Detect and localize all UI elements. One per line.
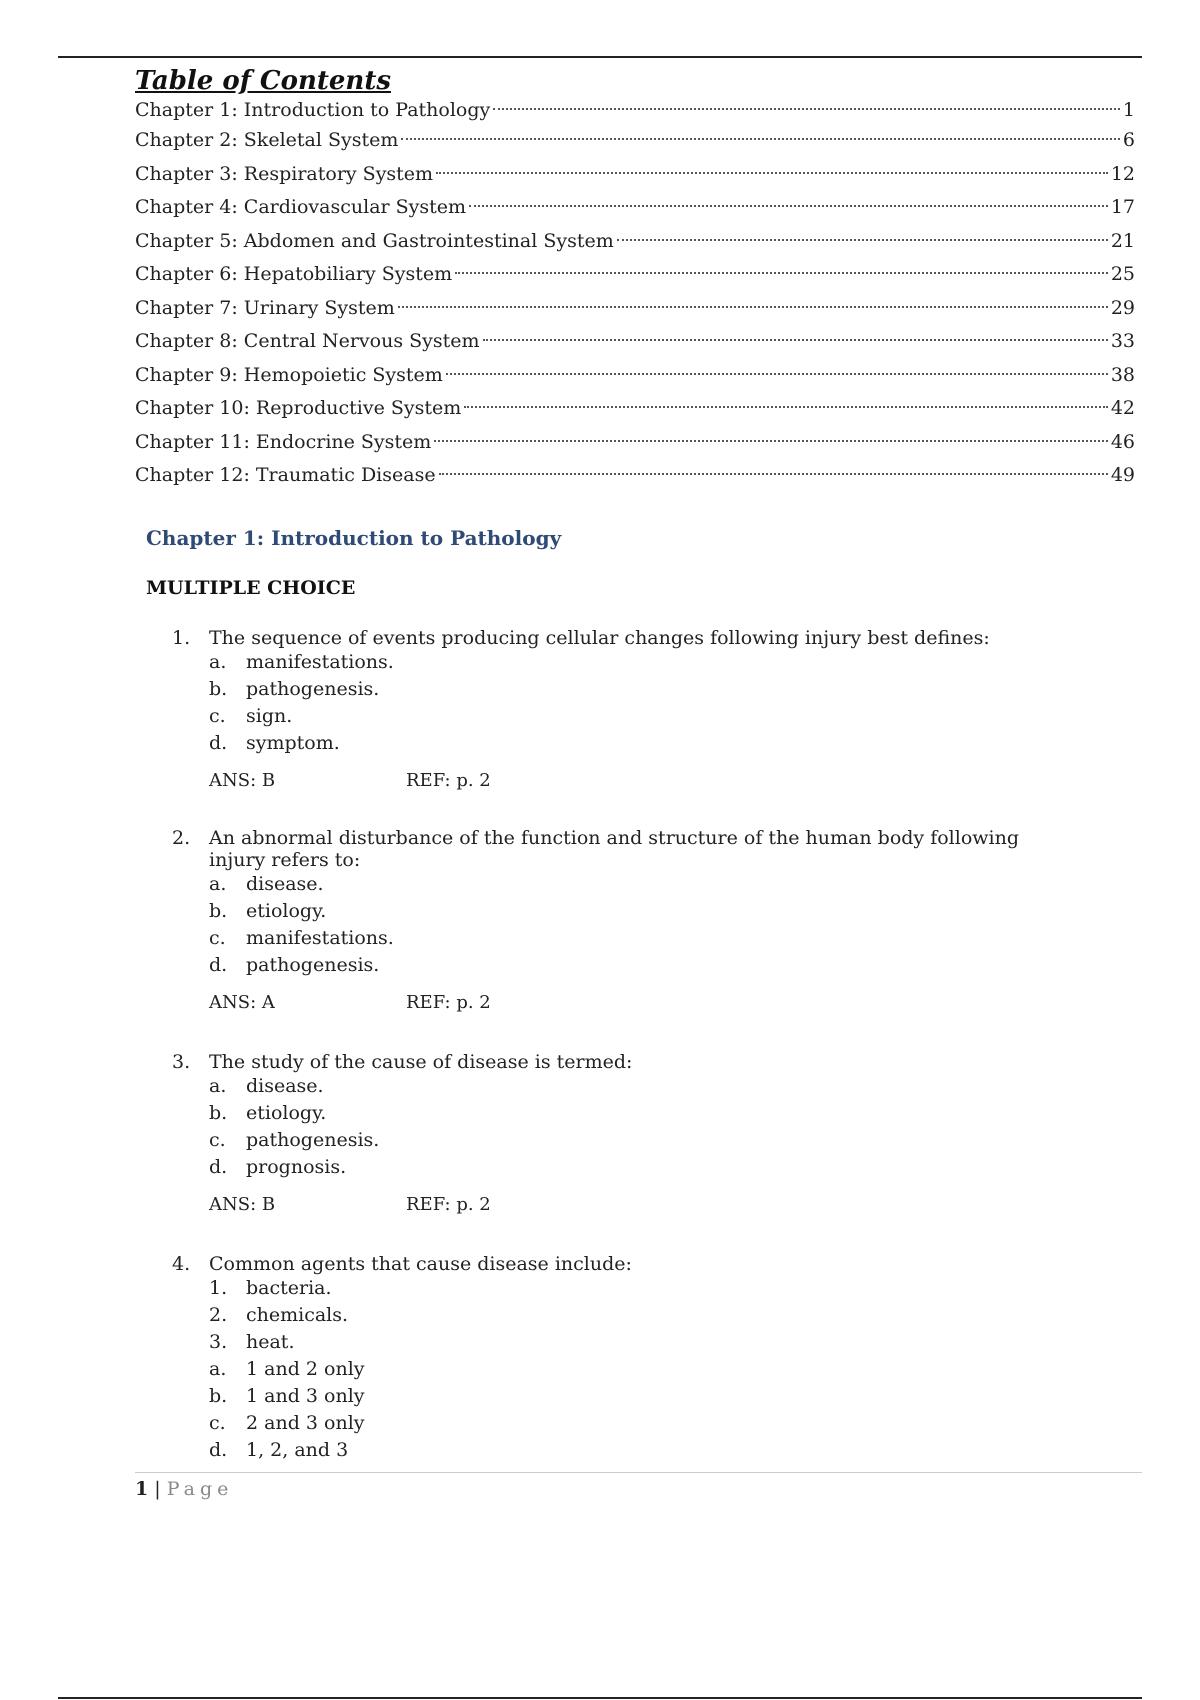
answer-option: [172, 649, 1072, 676]
footer-rule: [135, 1472, 1142, 1473]
option-text: pathogenesis.: [246, 954, 380, 976]
toc-leader: [398, 306, 1108, 308]
page-footer: [135, 1478, 233, 1500]
answer-option: [172, 925, 1072, 952]
question-number: 2.: [172, 827, 191, 849]
option-letter: 3.: [209, 1331, 228, 1353]
option-letter: a.: [209, 873, 227, 895]
toc-entry[interactable]: [135, 426, 1135, 460]
option-letter: d.: [209, 1156, 228, 1178]
answer-reference: REF: p. 2: [406, 770, 491, 791]
toc-entry-label: Chapter 2: Skeletal System: [135, 129, 399, 151]
option-letter: a.: [209, 1358, 227, 1380]
toc-entry[interactable]: [135, 258, 1135, 292]
option-letter: a.: [209, 651, 227, 673]
question: [172, 1253, 1072, 1464]
toc-list: [135, 96, 1135, 493]
answer-option: [172, 898, 1072, 925]
option-text: 1 and 3 only: [246, 1385, 365, 1407]
toc-entry-label: Chapter 3: Respiratory System: [135, 162, 434, 185]
option-text: 2 and 3 only: [246, 1412, 365, 1434]
question-stem: [172, 827, 1072, 871]
toc-title: Table of Contents: [135, 66, 391, 96]
toc-entry-label: Chapter 6: Hepatobiliary System: [135, 263, 453, 285]
option-letter: b.: [209, 1102, 228, 1124]
toc-entry-page: 1: [1122, 99, 1135, 121]
option-text: manifestations.: [246, 927, 394, 949]
toc-entry-label: Chapter 4: Cardiovascular System: [135, 196, 467, 218]
toc-entry-label: Chapter 1: Introduction to Pathology: [135, 99, 491, 121]
answer-option: [172, 730, 1072, 757]
option-letter: c.: [209, 1129, 226, 1151]
toc-entry-label: Chapter 12: Traumatic Disease: [135, 464, 436, 486]
answer-line: [172, 991, 1072, 1015]
answer-option: [172, 676, 1072, 703]
option-text: 1, 2, and 3: [246, 1439, 349, 1461]
option-letter: c.: [209, 927, 226, 949]
toc-entry-label: Chapter 5: Abdomen and Gastrointestinal System: [135, 229, 614, 252]
option-text: chemicals.: [246, 1304, 349, 1326]
option-text: pathogenesis.: [246, 678, 380, 700]
footer-separator: |: [154, 1478, 161, 1500]
chapter-heading: Chapter 1: Introduction to Pathology: [146, 526, 562, 550]
answer-option: [172, 1275, 1072, 1302]
toc-entry-page: 42: [1110, 397, 1135, 419]
toc-entry-label: Chapter 10: Reproductive System: [135, 397, 462, 419]
toc-entry-label: Chapter 11: Endocrine System: [135, 430, 432, 453]
option-letter: b.: [209, 678, 228, 700]
option-text: heat.: [246, 1331, 295, 1353]
option-text: etiology.: [246, 1102, 327, 1124]
question-text: Common agents that cause disease include:: [209, 1253, 632, 1275]
toc-entry[interactable]: [135, 96, 1135, 124]
question-number: 4.: [172, 1253, 191, 1275]
option-letter: d.: [209, 1439, 228, 1461]
option-text: disease.: [246, 1075, 324, 1097]
option-letter: 1.: [209, 1277, 228, 1299]
question-number: 3.: [172, 1051, 191, 1073]
toc-entry-label: Chapter 7: Urinary System: [135, 296, 395, 319]
answer-option: [172, 1127, 1072, 1154]
toc-entry[interactable]: [135, 124, 1135, 158]
toc-entry[interactable]: [135, 325, 1135, 359]
bottom-rule: [58, 1697, 1142, 1699]
answer-reference: REF: p. 2: [406, 1194, 491, 1215]
toc-entry[interactable]: [135, 292, 1135, 326]
option-letter: a.: [209, 1075, 227, 1097]
option-text: pathogenesis.: [246, 1129, 380, 1151]
answer-option: [172, 1329, 1072, 1356]
toc-leader: [493, 108, 1120, 110]
page-number: 1: [135, 1478, 149, 1500]
answer-reference: REF: p. 2: [406, 992, 491, 1013]
question: [172, 627, 1072, 793]
question-stem: [172, 1253, 1072, 1275]
question: [172, 827, 1072, 1015]
option-text: prognosis.: [246, 1156, 347, 1178]
toc-entry-page: 29: [1110, 296, 1135, 319]
top-rule: [58, 56, 1142, 58]
question: [172, 1051, 1072, 1217]
answer-option: [172, 952, 1072, 979]
option-text: symptom.: [246, 732, 340, 754]
answer-option: [172, 1073, 1072, 1100]
answer-line: [172, 1193, 1072, 1217]
toc-leader: [446, 373, 1108, 375]
toc-entry-page: 6: [1122, 129, 1135, 151]
option-letter: c.: [209, 705, 226, 727]
toc-entry[interactable]: [135, 392, 1135, 426]
answer-line: [172, 769, 1072, 793]
toc-entry[interactable]: [135, 191, 1135, 225]
section-heading: MULTIPLE CHOICE: [146, 577, 356, 599]
question-stem: [172, 627, 1072, 649]
toc-leader: [455, 272, 1108, 274]
toc-entry-page: 33: [1110, 330, 1135, 352]
answer-key: ANS: B: [209, 1194, 276, 1215]
toc-entry[interactable]: [135, 459, 1135, 493]
answer-option: [172, 703, 1072, 730]
option-text: 1 and 2 only: [246, 1358, 365, 1380]
option-text: bacteria.: [246, 1277, 332, 1299]
toc-entry-page: 38: [1110, 363, 1135, 386]
answer-key: ANS: B: [209, 770, 276, 791]
toc-entry-page: 17: [1110, 196, 1135, 218]
option-letter: b.: [209, 1385, 228, 1407]
toc-entry-page: 21: [1110, 229, 1135, 252]
toc-leader: [617, 239, 1108, 241]
answer-option: [172, 1302, 1072, 1329]
page-label: Page: [166, 1478, 234, 1500]
option-text: manifestations.: [246, 651, 394, 673]
question-text: The study of the cause of disease is termed:: [209, 1051, 633, 1073]
option-text: disease.: [246, 873, 324, 895]
answer-key: ANS: A: [209, 992, 275, 1013]
toc-leader: [464, 406, 1108, 408]
toc-entry-page: 46: [1110, 430, 1135, 453]
option-letter: d.: [209, 954, 228, 976]
toc-leader: [469, 205, 1108, 207]
option-letter: d.: [209, 732, 228, 754]
question-number: 1.: [172, 627, 191, 649]
toc-leader: [439, 473, 1108, 475]
toc-entry[interactable]: [135, 359, 1135, 393]
question-stem: [172, 1051, 1072, 1073]
answer-option: [172, 1437, 1072, 1464]
option-letter: c.: [209, 1412, 226, 1434]
toc-leader: [434, 440, 1108, 442]
toc-entry[interactable]: [135, 158, 1135, 192]
answer-option: [172, 1100, 1072, 1127]
answer-option: [172, 1154, 1072, 1181]
toc-entry-label: Chapter 9: Hemopoietic System: [135, 363, 443, 386]
toc-entry-label: Chapter 8: Central Nervous System: [135, 330, 480, 352]
answer-option: [172, 1383, 1072, 1410]
answer-option: [172, 1410, 1072, 1437]
toc-entry-page: 12: [1110, 162, 1135, 185]
answer-option: [172, 871, 1072, 898]
table-of-contents: [135, 66, 1135, 493]
option-letter: 2.: [209, 1304, 228, 1326]
toc-entry[interactable]: [135, 225, 1135, 259]
question-text: An abnormal disturbance of the function and structure of the human body following injury refers to:: [209, 827, 1019, 871]
toc-entry-page: 49: [1110, 464, 1135, 486]
answer-option: [172, 1356, 1072, 1383]
toc-entry-page: 25: [1110, 263, 1135, 285]
toc-leader: [483, 339, 1108, 341]
toc-leader: [401, 138, 1120, 140]
option-letter: b.: [209, 900, 228, 922]
toc-leader: [436, 172, 1108, 174]
question-text: The sequence of events producing cellular changes following injury best defines:: [209, 627, 990, 649]
option-text: etiology.: [246, 900, 327, 922]
option-text: sign.: [246, 705, 293, 727]
